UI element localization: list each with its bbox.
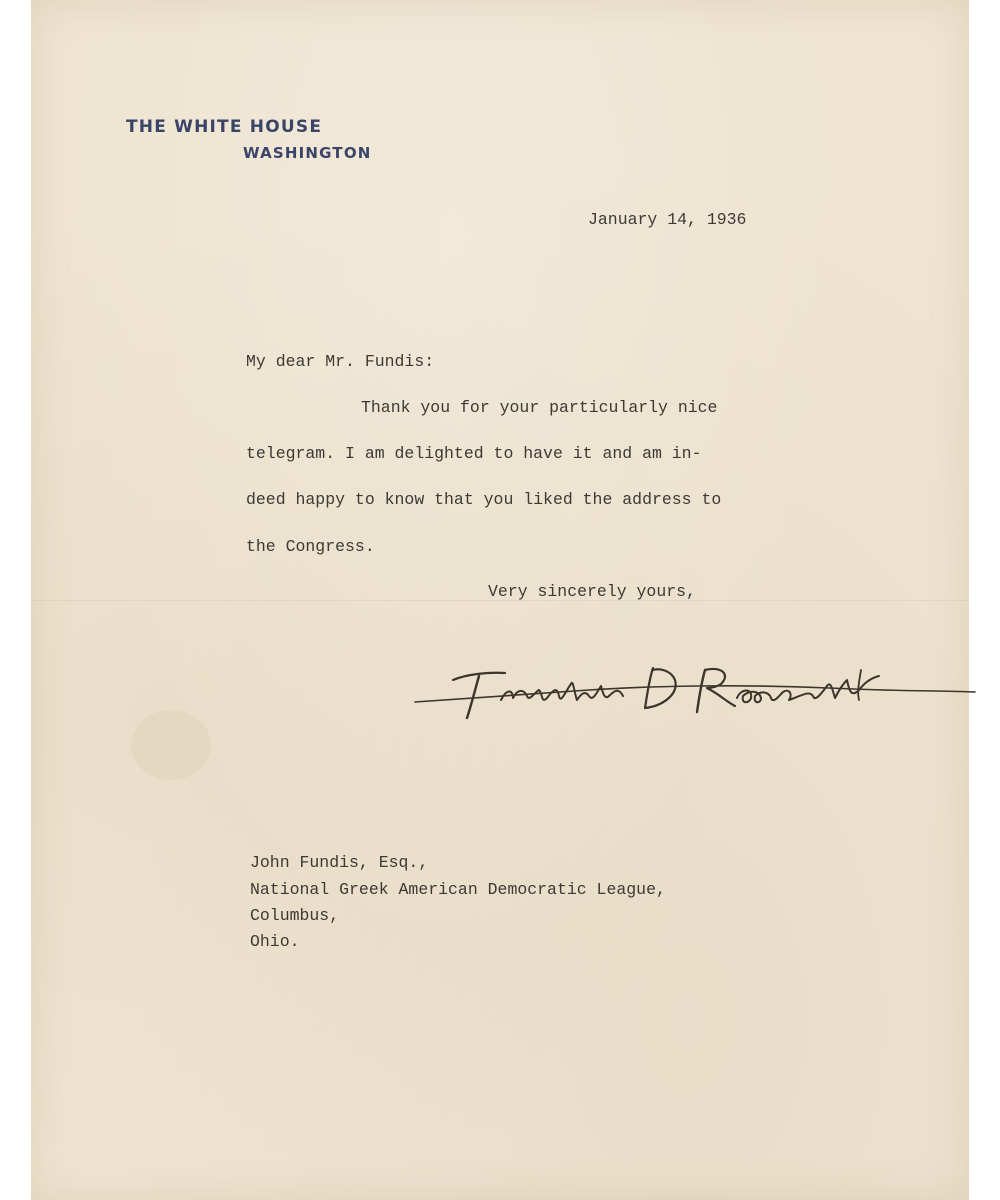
recipient-organization: National Greek American Democratic League, [250,880,666,899]
body-line-4: the Congress. [246,537,375,556]
letterhead-title: THE WHITE HOUSE [126,117,323,137]
recipient-state: Ohio. [250,932,300,951]
signature [409,640,979,730]
recipient-name: John Fundis, Esq., [250,853,429,872]
recipient-city: Columbus, [250,906,340,925]
letter-date: January 14, 1936 [588,210,747,229]
salutation: My dear Mr. Fundis: [246,352,435,371]
body-line-1: Thank you for your particularly nice [361,398,718,417]
paper-stain [131,710,211,780]
letterhead-city: WASHINGTON [243,144,372,162]
body-line-3: deed happy to know that you liked the address to [246,490,722,509]
closing: Very sincerely yours, [488,582,696,601]
body-line-2: telegram. I am delighted to have it and am in- [246,444,702,463]
letter-paper [31,0,969,1200]
